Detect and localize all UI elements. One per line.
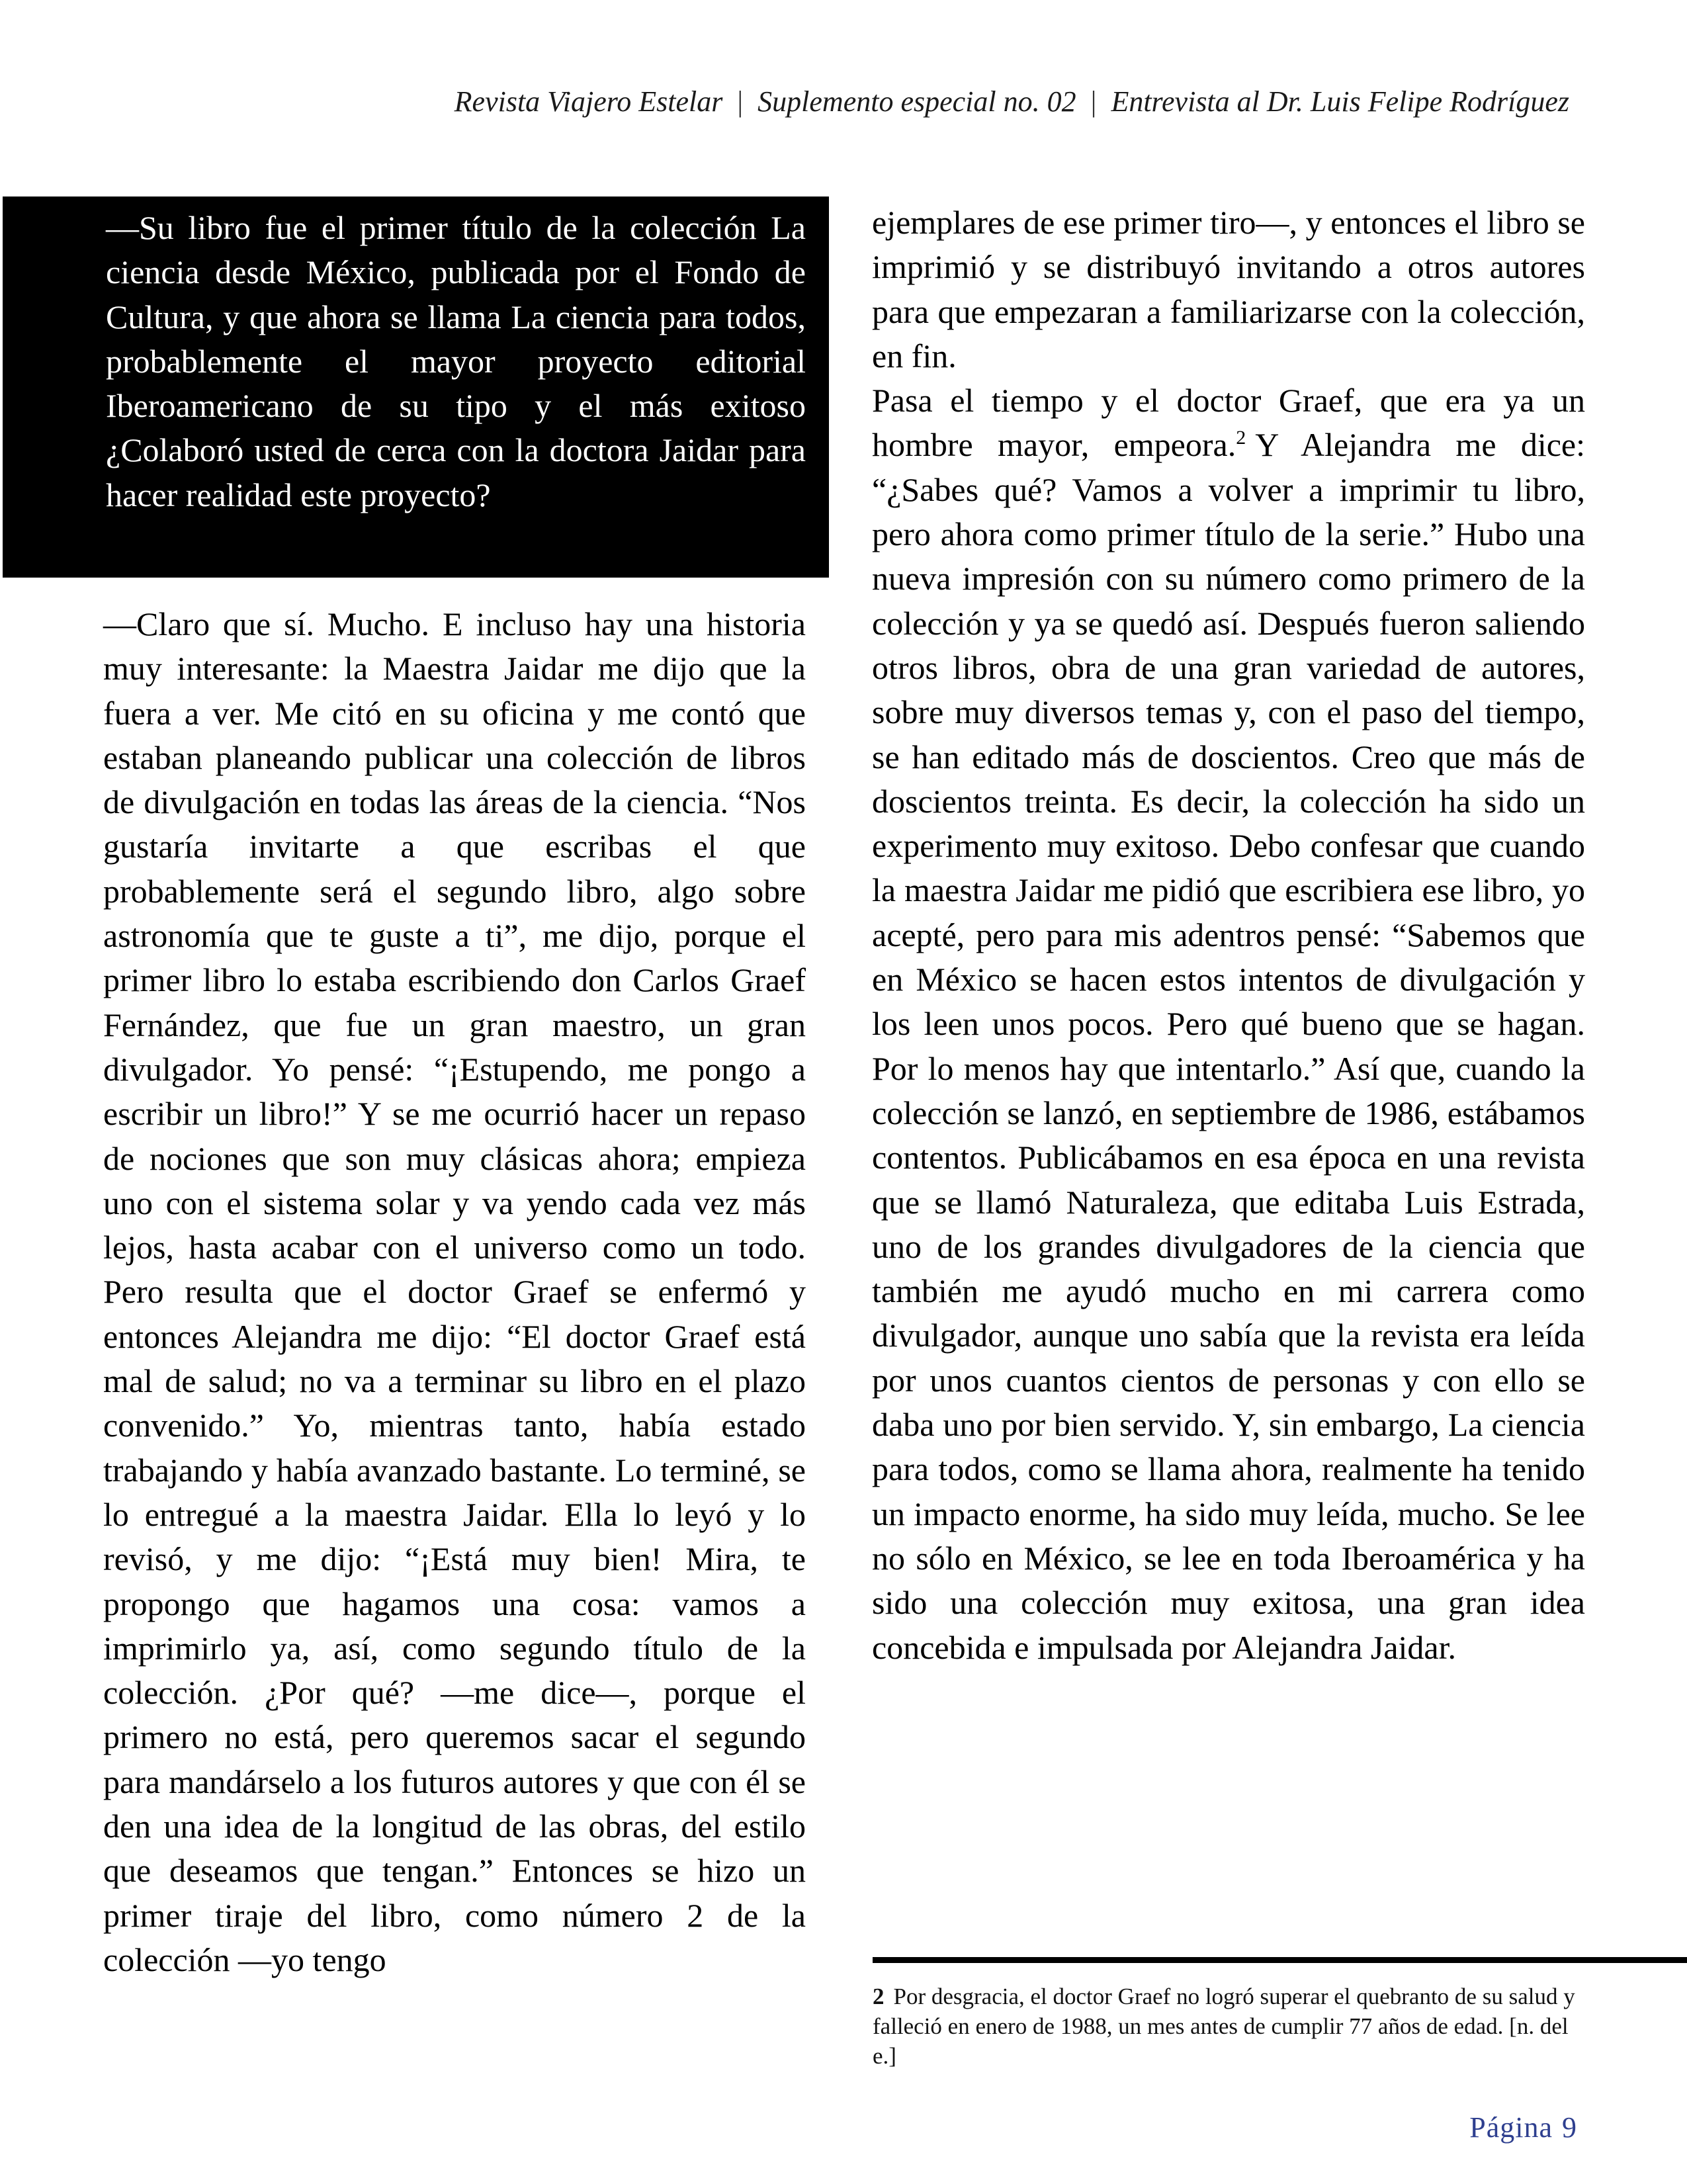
interview-question-text: —Su libro fue el primer título de la colección La ciencia desde México, publicada por el Fondo de Cultura, y que ahora se llama La ciencia para todos, probablemente el mayor proyecto editorial Iberoamericano de su tipo y el más exitoso ¿Colaboró usted de cerca con la doctora Jaidar para hacer realidad este proyecto? (106, 209, 806, 513)
answer-paragraph (872, 378, 1585, 1670)
footnote-number: 2 (873, 1984, 885, 2009)
header-publication: Revista Viajero Estelar (454, 85, 723, 118)
page-label: Página (1469, 2111, 1553, 2144)
answer-paragraph: —Claro que sí. Mucho. E incluso hay una historia muy interesante: la Maestra Jaidar me dijo que la fuera a ver. Me citó en su oficina y me contó que estaban planeando publicar una colección de libros de divulgación en todas las áreas de la ciencia. “Nos gustaría invitarte a que escribas el que probablemente será el segundo libro, algo sobre astronomía que te guste a ti”, me dijo, porque el primer libro lo estaba escribiendo don Carlos Graef Fernández, que fue un gran maestro, un gran divulgador. Yo pensé: “¡Estupendo, me pongo a escribir un libro!” Y se me ocurrió hacer un repaso de nociones que son muy clásicas ahora; empieza uno con el sistema solar y va yendo cada vez más lejos, hasta acabar con el universo como un todo. Pero resulta que el doctor Graef se enfermó y entonces Alejandra me dijo: “El doctor Graef está mal de salud; no va a terminar su libro en el plazo convenido.” Yo, mientras tanto, había estado trabajando y había avanzado bastante. Lo terminé, se lo entregué a la maestra Jaidar. Ella lo leyó y lo revisó, y me dijo: “¡Está muy bien! Mira, te propongo que hagamos una cosa: vamos a imprimirlo ya, así, como segundo título de la colección. ¿Por qué? —me dice—, porque el primero no está, pero queremos sacar el segundo para mandárselo a los futuros autores y que con él se den una idea de la longitud de las obras, del estilo que deseamos que tengan.” Entonces se hizo un primer tiraje del libro, como número 2 de la colección —yo tengo (103, 605, 806, 1978)
header-separator: | (737, 85, 744, 118)
answer-column-right (872, 200, 1585, 1670)
interview-question-box (3, 197, 829, 578)
header-article-title: Entrevista al Dr. Luis Felipe Rodríguez (1111, 85, 1569, 118)
running-header (454, 82, 1569, 122)
page-number (1469, 2109, 1577, 2146)
footnote (873, 1982, 1594, 2071)
header-separator: | (1090, 85, 1097, 118)
footnote-reference[interactable]: 2 (1236, 427, 1246, 449)
header-supplement: Suplemento especial no. 02 (757, 85, 1076, 118)
answer-text-after-note: Y Alejandra me dice: “¿Sabes qué? Vamos a volver a imprimir tu libro, pero ahora como primer título de la serie.” Hubo una nueva impresión con su número como primero de la colección y ya se quedó así. Después fueron saliendo otros libros, obra de una gran variedad de autores, sobre muy diversos temas y, con el paso del tiempo, se han editado más de doscientos. Creo que más de doscientos treinta. Es decir, la colección ha sido un experimento muy exitoso. Debo confesar que cuando la maestra Jaidar me pidió que escribiera ese libro, yo acepté, pero para mis adentros pensé: “Sabemos que en México se hacen estos intentos de divulgación y los leen unos pocos. Pero qué bueno que se hagan. Por lo menos hay que intentarlo.” Así que, cuando la colección se lanzó, en septiembre de 1986, estábamos contentos. Publicábamos en esa época en una revista que se llamó Naturaleza, que editaba Luis Estrada, uno de los grandes divulgadores de la ciencia que también me ayudó mucho en mi carrera como divulgador, aunque uno sabía que la revista era leída por unos cuantos cientos de personas y con ello se daba uno por bien servido. Y, sin embargo, La ciencia para todos, como se llama ahora, realmente ha tenido un impacto enorme, ha sido muy leída, mucho. Se lee no sólo en México, se lee en toda Iberoamérica y ha sido una colección muy exitosa, una gran idea concebida e impulsada por Alejandra Jaidar. (872, 426, 1585, 1666)
answer-paragraph: ejemplares de ese primer tiro—, y entonces el libro se imprimió y se distribuyó invitando a otros autores para que empezaran a familiarizarse con la colección, en fin. (872, 204, 1585, 374)
page-number-value: 9 (1562, 2111, 1577, 2144)
answer-text-before-note: Pasa el tiempo y el doctor Graef, que era ya un hombre mayor, empeora. (872, 382, 1585, 464)
footnote-divider (873, 1957, 1687, 1963)
answer-column-left (103, 602, 806, 1982)
footnote-text: Por desgracia, el doctor Graef no logró superar el quebranto de su salud y falleció en enero de 1988, un mes antes de cumplir 77 años de edad. [n. del e.] (873, 1984, 1575, 2069)
